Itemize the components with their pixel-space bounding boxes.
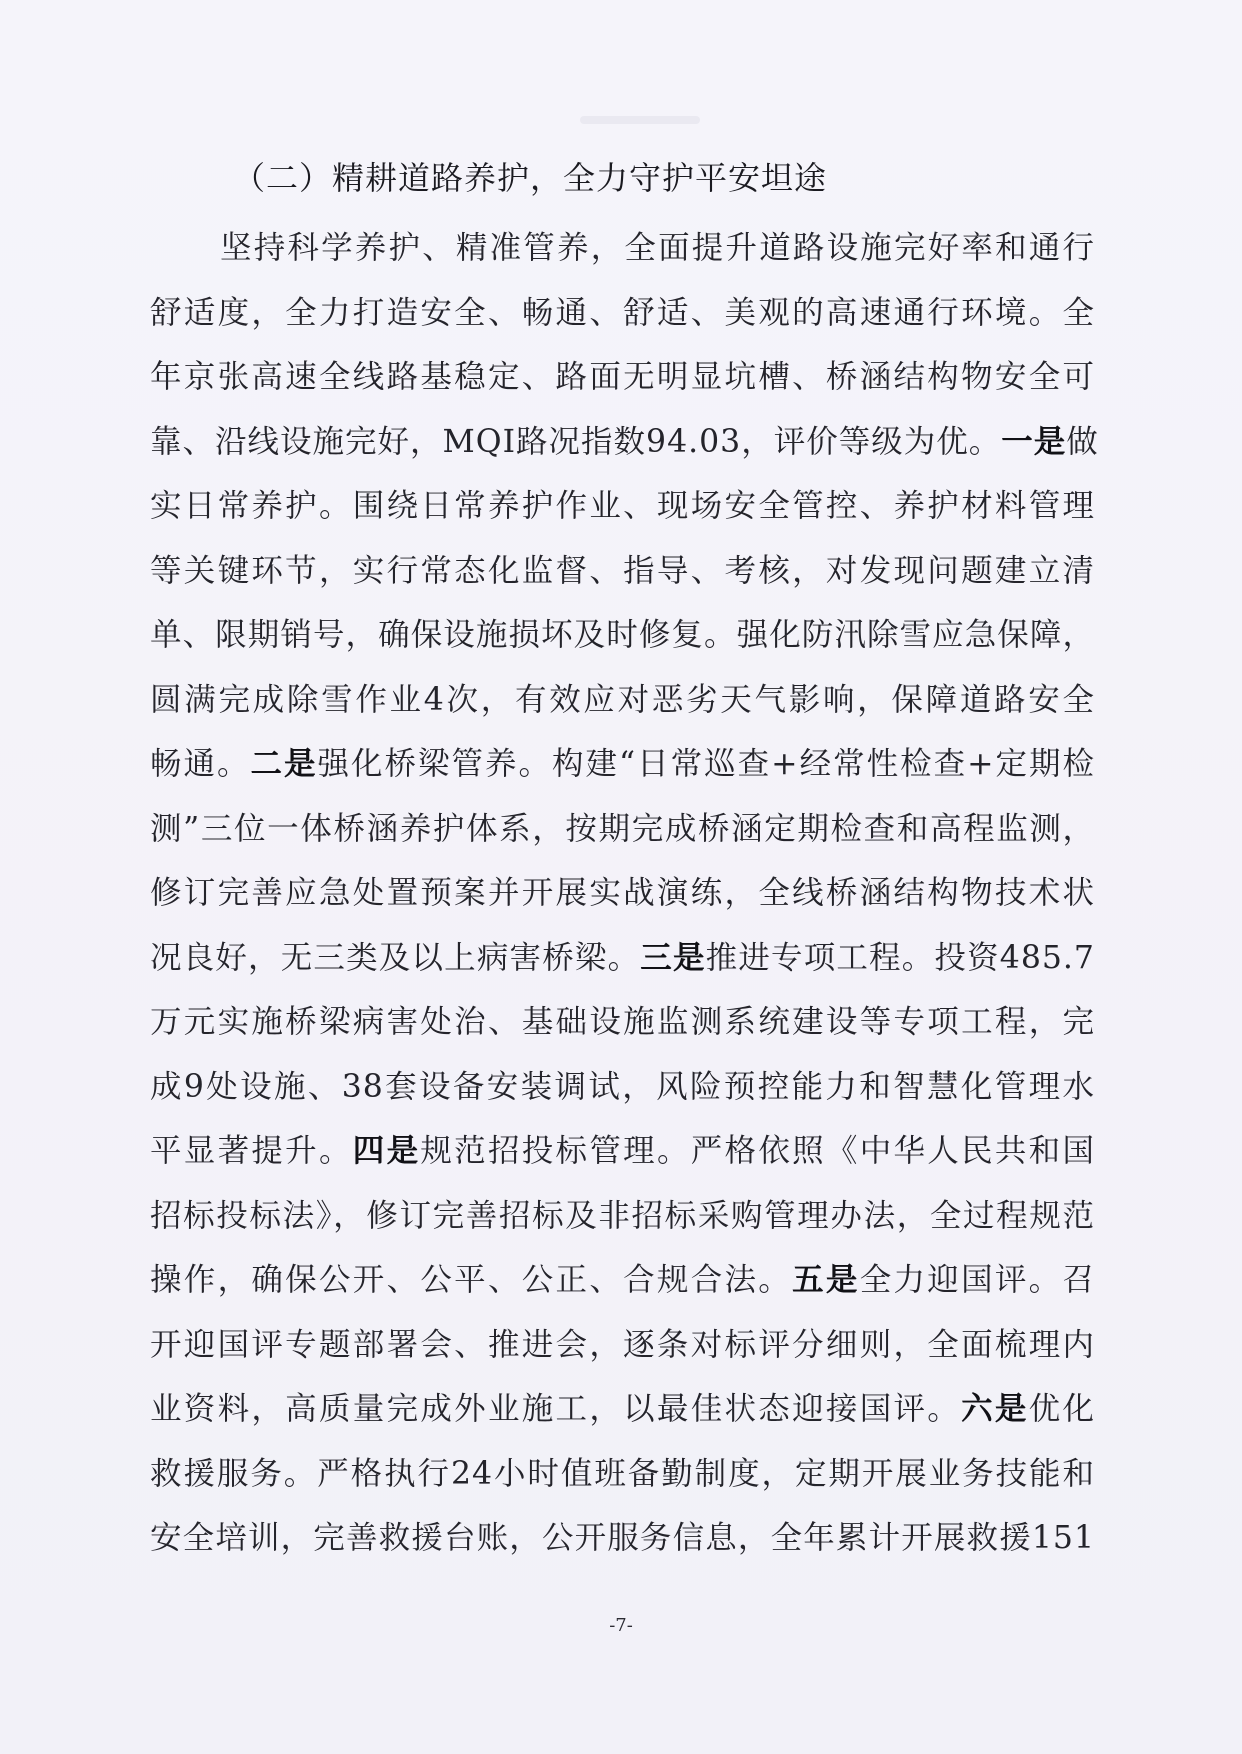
emphasis-marker: 一是 [1001,423,1067,460]
emphasis-marker: 六是 [961,1391,1029,1427]
text-line [150,797,1095,862]
text-line [150,732,1095,797]
text-line [150,345,1095,410]
text-line [150,216,1095,281]
text-segment: 坚持科学养护、精准管养，全面提升道路设施完好率和通行 [220,230,1095,266]
text-segment: 救援服务。严格执行24小时值班备勤制度，定期开展业务技能和 [150,1455,1095,1492]
text-segment: 操作，确保公开、公平、公正、合规合法。 [150,1262,793,1298]
text-segment: 招标投标法》，修订完善招标及非招标采购管理办法，全过程规范 [150,1197,1095,1234]
text-segment: 等关键环节，实行常态化监督、指导、考核，对发现问题建立清 [150,552,1095,589]
emphasis-marker: 四是 [352,1133,421,1169]
text-line [150,990,1095,1055]
text-segment: 成9处设施、38套设备安装调试，风险预控能力和智慧化管理水 [150,1068,1095,1105]
text-segment: 平显著提升。 [150,1133,353,1169]
text-segment: 况良好，无三类及以上病害桥梁。 [150,939,641,976]
text-line [150,410,1099,475]
scan-artifact [580,116,700,124]
text-segment: 年京张高速全线路基稳定、路面无明显坑槽、桥涵结构物安全可 [150,359,1095,395]
text-segment: 强化桥梁管养。构建“日常巡查+经常性检查+定期检 [317,746,1095,782]
section-heading: （二）精耕道路养护，全力守护平安坦途 [233,159,828,197]
text-segment: 安全培训，完善救援台账，公开服务信息，全年累计开展救援151 [150,1520,1095,1556]
text-segment: 开迎国评专题部署会、推进会，逐条对标评分细则，全面梳理内 [150,1326,1095,1363]
text-line [150,539,1095,604]
text-line [150,1377,1095,1442]
text-segment: 单、限期销号，确保设施损坏及时修复。强化防汛除雪应急保障， [150,617,1095,653]
text-line [150,1248,1095,1313]
text-line [150,474,1095,539]
text-segment: 测”三位一体桥涵养护体系，按期完成桥涵定期检查和高程监测， [150,810,1095,847]
text-line [150,1506,1095,1571]
page-number: -7- [609,1615,633,1636]
text-segment: 畅通。 [150,746,251,782]
text-line [150,1184,1095,1249]
text-segment: 万元实施桥梁病害处治、基础设施监测系统建设等专项工程，完 [150,1004,1095,1040]
text-segment: 实日常养护。围绕日常养护作业、现场安全管控、养护材料管理 [150,488,1095,524]
text-segment: 做 [1066,423,1099,460]
text-line [150,1442,1095,1507]
text-segment: 规范招投标管理。严格依照《中华人民共和国 [420,1133,1095,1169]
body-paragraph [150,216,1099,1571]
text-line [150,281,1095,346]
text-segment: 修订完善应急处置预案并开展实战演练，全线桥涵结构物技术状 [150,875,1095,911]
text-line [150,861,1095,926]
text-segment: 靠、沿线设施完好，MQI路况指数94.03，评价等级为优。 [150,423,1002,460]
text-line [150,1055,1095,1120]
text-segment: 推进专项工程。投资485.7 [705,939,1095,976]
text-line [150,668,1095,733]
text-segment: 圆满完成除雪作业4次，有效应对恶劣天气影响，保障道路安全 [150,681,1095,718]
emphasis-marker: 三是 [640,939,706,976]
text-line [150,603,1095,668]
text-line [150,1313,1095,1378]
text-segment: 业资料，高质量完成外业施工，以最佳状态迎接国评。 [150,1391,962,1427]
text-segment: 全力迎国评。召 [859,1262,1095,1298]
text-line [150,926,1095,991]
emphasis-marker: 二是 [250,746,318,782]
text-segment: 优化 [1028,1391,1095,1427]
text-segment: 舒适度，全力打造安全、畅通、舒适、美观的高速通行环境。全 [150,294,1095,331]
emphasis-marker: 五是 [792,1262,860,1298]
text-line [150,1119,1095,1184]
